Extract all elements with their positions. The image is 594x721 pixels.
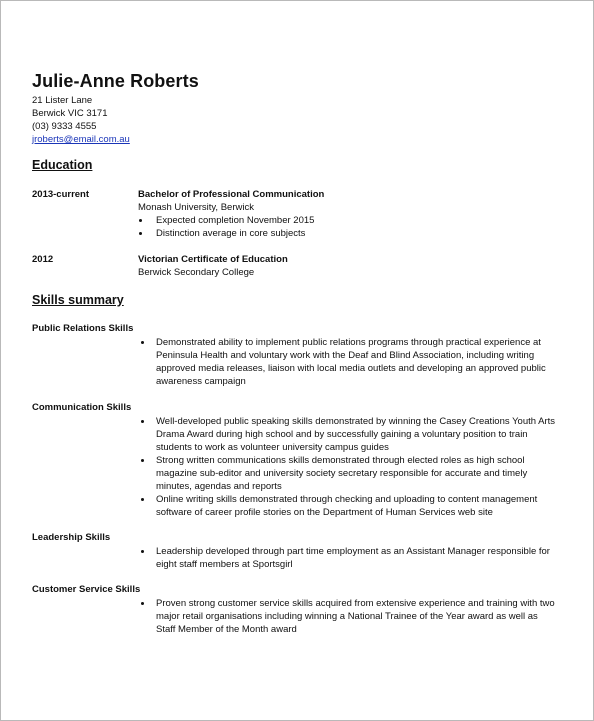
- contact-block: [32, 94, 130, 146]
- address-line-1: 21 Lister Lane: [32, 95, 93, 106]
- skill-group: [32, 531, 562, 571]
- bullet-item: Proven strong customer service skills acquired from extensive experience and training with two major retail organisations including winning a National Trainee of the Year award as well as Staff Member of the Month award: [138, 597, 556, 636]
- phone-number: (03) 9333 4555: [32, 121, 97, 132]
- skill-group-title: Public Relations Skills: [32, 323, 134, 334]
- institution: Monash University, Berwick: [138, 202, 254, 213]
- bullet-item: Distinction average in core subjects: [138, 227, 558, 240]
- bullet-item: Expected completion November 2015: [138, 214, 558, 227]
- skill-bullets: [138, 415, 556, 519]
- institution: Berwick Secondary College: [138, 267, 255, 278]
- email-link[interactable]: jroberts@email.com.au: [32, 134, 130, 145]
- education-heading: Education: [32, 158, 93, 172]
- skill-bullets: [138, 597, 556, 636]
- bullet-item: Online writing skills demonstrated through checking and uploading to content management software of career profile stories on the Department of Human Services web site: [138, 493, 556, 519]
- bullet-item: Well-developed public speaking skills demonstrated by winning the Casey Creations Youth Arts Drama Award during high school and by successfully gaining a voluntary position to train students to work as volunteer university campus guides: [138, 415, 556, 454]
- education-year: 2013-current: [32, 189, 90, 200]
- education-detail: [138, 253, 558, 279]
- bullet-item: Leadership developed through part time employment as an Assistant Manager responsible for eight staff members at Sportsgirl: [138, 545, 556, 571]
- applicant-name: Julie-Anne Roberts: [32, 71, 199, 91]
- bullet-item: Strong written communications skills demonstrated through elected roles as high school magazine sub-editor and university society secretary responsible for accurate and timely minutes, agendas and reports: [138, 454, 556, 493]
- skill-group-title: Communication Skills: [32, 402, 132, 413]
- education-year: 2012: [32, 254, 54, 265]
- address-line-2: Berwick VIC 3171: [32, 108, 108, 119]
- bullet-item: Demonstrated ability to implement public relations programs through practical experience at Peninsula Health and voluntary work with the Deaf and Blind Association, including writing approved media releases, liaison with local media outlets and developing an approved public awareness campaign: [138, 336, 556, 388]
- skill-bullets: [138, 336, 556, 388]
- skill-group: [32, 401, 562, 519]
- education-detail: [138, 188, 558, 240]
- education-bullets: [138, 214, 558, 240]
- skills-heading: Skills summary: [32, 293, 124, 307]
- skill-bullets: [138, 545, 556, 571]
- skill-group: [32, 322, 562, 388]
- skill-group-title: Customer Service Skills: [32, 584, 141, 595]
- skill-group-title: Leadership Skills: [32, 532, 111, 543]
- qualification: Bachelor of Professional Communication: [138, 189, 325, 200]
- qualification: Victorian Certificate of Education: [138, 254, 288, 265]
- skill-group: [32, 583, 562, 636]
